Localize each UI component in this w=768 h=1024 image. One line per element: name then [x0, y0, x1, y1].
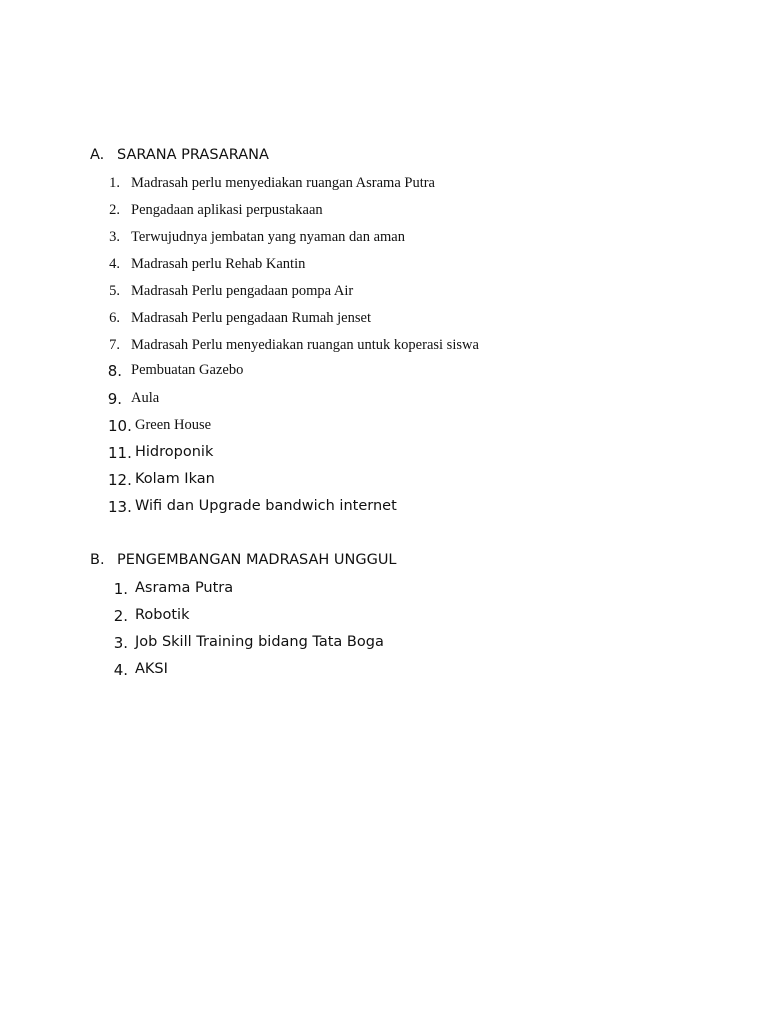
list-item-number: 2. — [113, 607, 128, 625]
list-item-text: Kolam Ikan — [135, 471, 215, 487]
list-item-number: 12. — [108, 471, 132, 489]
list-item-number: 4. — [109, 256, 120, 272]
list-item-number: 13. — [108, 498, 132, 516]
list-item-number: 1. — [109, 175, 120, 191]
list-item-text: Robotik — [135, 607, 190, 623]
list-item-number: 10. — [108, 417, 132, 435]
list-item-text: Pengadaan aplikasi perpustakaan — [131, 202, 323, 218]
list-item-text: Green House — [135, 417, 212, 433]
list-item-text: Pembuatan Gazebo — [131, 362, 244, 378]
section-a-letter: A. — [90, 147, 105, 163]
list-item-number: 5. — [109, 283, 120, 299]
list-item-text: Madrasah Perlu pengadaan pompa Air — [131, 283, 354, 299]
list-item-text: AKSI — [135, 661, 168, 677]
list-item-text: Hidroponik — [135, 444, 214, 460]
list-item-text: Job Skill Training bidang Tata Boga — [135, 634, 384, 650]
section-b-letter: B. — [90, 552, 105, 568]
section-b-title: PENGEMBANGAN MADRASAH UNGGUL — [117, 552, 397, 568]
list-item-text: Asrama Putra — [135, 580, 234, 596]
list-item-number: 2. — [109, 202, 120, 218]
list-item-text: Madrasah perlu menyediakan ruangan Asrama Putra — [131, 175, 435, 191]
list-item-text: Terwujudnya jembatan yang nyaman dan aman — [131, 229, 405, 245]
list-item-number: 6. — [109, 310, 120, 326]
list-item-number: 4. — [113, 661, 128, 679]
list-item-number: 3. — [113, 634, 128, 652]
list-item-number: 1. — [113, 580, 128, 598]
list-item-number: 9. — [107, 390, 122, 408]
list-item-number: 11. — [108, 444, 132, 462]
list-item-number: 8. — [107, 362, 122, 380]
list-item-text: Aula — [131, 390, 160, 406]
list-item-text: Madrasah Perlu menyediakan ruangan untuk koperasi siswa — [131, 337, 479, 353]
list-item-text: Madrasah perlu Rehab Kantin — [131, 256, 306, 272]
list-item-text: Madrasah Perlu pengadaan Rumah jenset — [131, 310, 371, 326]
list-item-number: 7. — [109, 337, 120, 353]
list-item-number: 3. — [109, 229, 120, 245]
section-a-title: SARANA PRASARANA — [117, 147, 269, 163]
list-item-text: Wifi dan Upgrade bandwich internet — [135, 498, 397, 514]
